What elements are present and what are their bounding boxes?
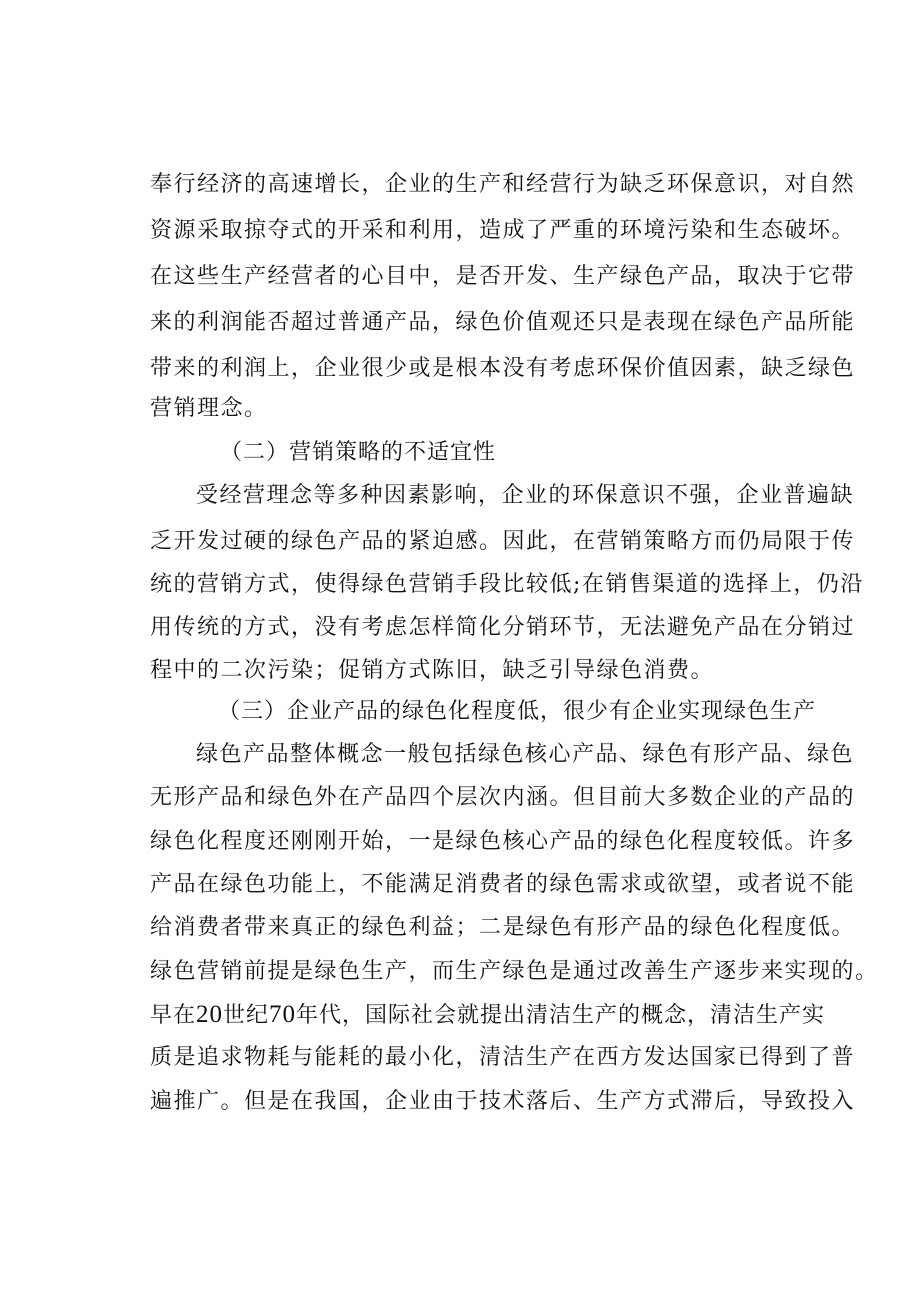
paragraph-line: 营销理念。 bbox=[150, 396, 268, 421]
paragraph-line: 在这些生产经营者的心目中，是否开发、生产绿色产品，取决于它带 bbox=[150, 264, 856, 289]
paragraph-line: 用传统的方式，没有考虑怎样简化分销环节，无法避免产品在分销过 bbox=[150, 615, 856, 640]
line-text: 早在 bbox=[150, 1003, 197, 1028]
paragraph-line: 给消费者带来真正的绿色利益；二是绿色有形产品的绿色化程度低。 bbox=[150, 915, 856, 940]
paragraph-line: 遍推广。但是在我国，企业由于技术落后、生产方式滞后，导致投入 bbox=[150, 1089, 856, 1114]
paragraph-line: 程中的二次污染；促销方式陈旧，缺乏引导绿色消费。 bbox=[150, 658, 715, 683]
paragraph-line: 绿色营销前提是绿色生产，而生产绿色是通过改善生产逐步来实现的。 bbox=[150, 959, 879, 984]
line-text: 年代，国际社会就提出清洁生产的概念，清洁生产实 bbox=[296, 1003, 826, 1028]
paragraph-line: 绿色产品整体概念一般包括绿色核心产品、绿色有形产品、绿色 bbox=[196, 742, 855, 767]
section-heading: （三）企业产品的绿色化程度低，很少有企业实现绿色生产 bbox=[218, 699, 817, 724]
paragraph-line: 来的利润能否超过普通产品，绿色价值观还只是表现在绿色产品所能 bbox=[150, 310, 856, 335]
paragraph-line: 质是追求物耗与能耗的最小化，清洁生产在西方发达国家已得到了普 bbox=[150, 1045, 856, 1070]
paragraph-line: 乏开发过硬的绿色产品的紧迫感。因此，在营销策略方而仍局限于传 bbox=[150, 529, 856, 554]
paragraph-line: 奉行经济的高速增长，企业的生产和经营行为缺乏环保意识，对自然 bbox=[150, 172, 856, 197]
paragraph-line: 产品在绿色功能上，不能满足消费者的绿色需求或欲望，或者说不能 bbox=[150, 872, 856, 897]
paragraph-line: 无形产品和绿色外在产品四个层次内涵。但目前大多数企业的产品的 bbox=[150, 785, 856, 810]
decade-number: 70 bbox=[269, 1001, 297, 1028]
paragraph-line: 受经营理念等多种因素影响，企业的环保意识不强，企业普遍缺 bbox=[196, 483, 855, 508]
line-text: 世纪 bbox=[223, 1003, 270, 1028]
paragraph-line bbox=[150, 1000, 826, 1031]
paragraph-line: 资源采取掠夺式的开采和利用，造成了严重的环境污染和生态破坏。 bbox=[150, 218, 856, 243]
section-heading: （二）营销策略的不适宜性 bbox=[220, 440, 497, 465]
paragraph-line: 带来的利润上，企业很少或是根本没有考虑环保价值因素，缺乏绿色 bbox=[150, 356, 856, 381]
paragraph-line: 统的营销方式，使得绿色营销手段比较低;在销售渠道的选择上，仍沿 bbox=[150, 572, 864, 597]
year-number: 20 bbox=[196, 1001, 224, 1028]
paragraph-line: 绿色化程度还刚刚开始，一是绿色核心产品的绿色化程度较低。许多 bbox=[150, 829, 856, 854]
